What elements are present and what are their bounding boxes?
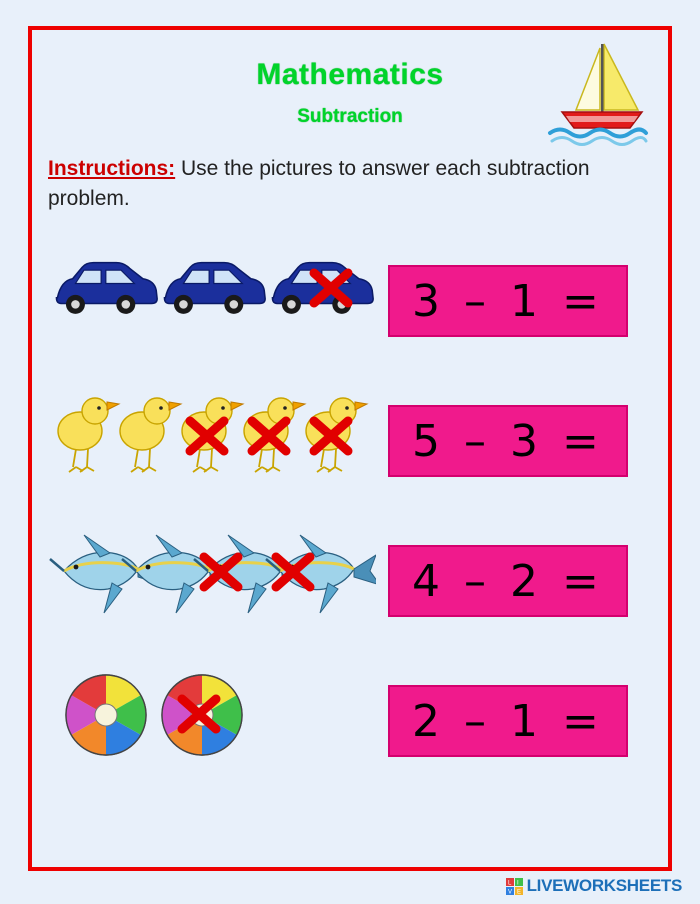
sailboat-icon — [542, 38, 654, 148]
equation-box-1[interactable] — [388, 265, 628, 337]
svg-text:E: E — [516, 889, 521, 895]
instructions-label: Instructions: — [48, 157, 176, 180]
svg-text:L: L — [507, 880, 511, 886]
equation-text-1: 3 – 1 = — [412, 275, 604, 327]
problem-row-4 — [32, 665, 668, 805]
liveworksheets-logo-icon — [506, 878, 523, 895]
picture-group-chicks — [46, 385, 376, 525]
equation-text-2: 5 – 3 = — [412, 415, 604, 467]
page-title: Mathematics — [256, 58, 444, 91]
instructions-text: Use the pictures to answer each subtraction problem. — [48, 157, 590, 211]
page-subtitle: Subtraction — [297, 106, 403, 127]
equation-text-3: 4 – 2 = — [412, 555, 604, 607]
worksheet-page — [28, 26, 672, 871]
liveworksheets-brand-label: LIVEWORKSHEETS — [526, 876, 682, 895]
problem-row-3 — [32, 525, 668, 665]
picture-group-cars — [46, 245, 376, 385]
svg-text:I: I — [516, 880, 519, 886]
picture-group-fish — [46, 525, 376, 665]
problem-list — [32, 245, 668, 805]
equation-box-4[interactable] — [388, 685, 628, 757]
picture-group-balls — [46, 665, 376, 805]
equation-box-2[interactable] — [388, 405, 628, 477]
instructions — [48, 154, 628, 215]
equation-text-4: 2 – 1 = — [412, 695, 604, 747]
liveworksheets-footer[interactable] — [506, 876, 682, 896]
svg-text:V: V — [507, 889, 512, 895]
problem-row-2 — [32, 385, 668, 525]
problem-row-1 — [32, 245, 668, 385]
equation-box-3[interactable] — [388, 545, 628, 617]
